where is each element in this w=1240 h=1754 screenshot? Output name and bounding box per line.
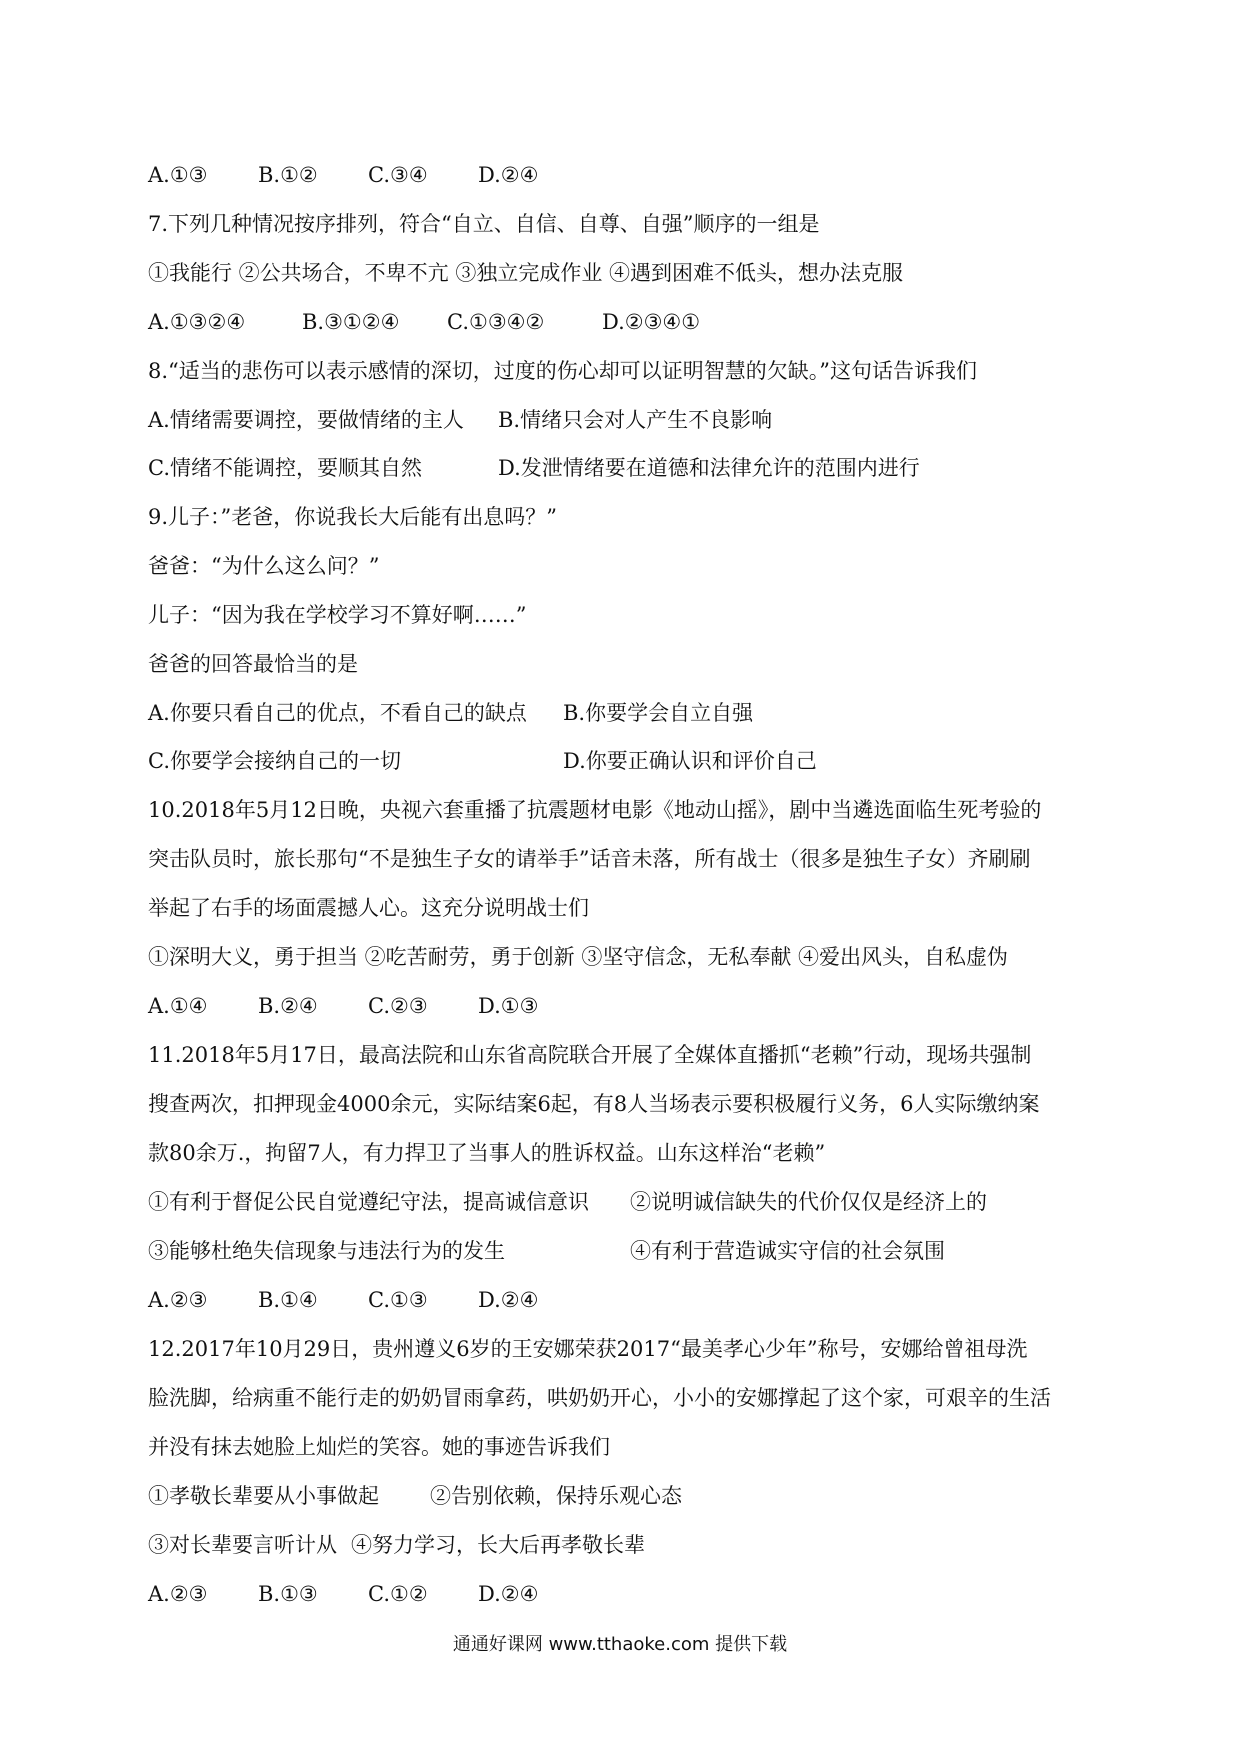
q9-dialog-father: 爸爸：“为什么这么问？” [148, 554, 380, 578]
q11-stem-line-2: 搜查两次，扣押现金4000余元，实际结案6起，有8人当场表示要积极履行义务，6人实际缴纳案 [148, 1092, 1040, 1116]
q9-stem: 9.儿子：”老爸，你说我长大后能有出息吗？” [148, 505, 558, 529]
q8-option-d: D.发泄情绪要在道德和法律允许的范围内进行 [498, 456, 920, 480]
q8-options-row2 [148, 453, 920, 483]
q6-option-d: D.②④ [478, 163, 539, 187]
q9-option-c: C.你要学会接纳自己的一切 [148, 749, 401, 773]
q6-options [148, 160, 538, 190]
q8-stem: 8.“适当的悲伤可以表示感情的深切，过度的伤心却可以证明智慧的欠缺。”这句话告诉我们 [148, 359, 978, 383]
q9-option-a: A.你要只看自己的优点，不看自己的缺点 [148, 701, 527, 725]
q11-item-3: ③能够杜绝失信现象与违法行为的发生 [148, 1239, 505, 1263]
q7-option-c: C.①③④② [447, 310, 545, 334]
q9-option-d: D.你要正确认识和评价自己 [563, 749, 817, 773]
q11-stem-line-3: 款80余万.，拘留7人，有力捍卫了当事人的胜诉权益。山东这样治“老赖” [148, 1141, 826, 1165]
q9-options-row2 [148, 746, 817, 776]
q7-options [148, 307, 700, 337]
q7-option-d: D.②③④① [602, 310, 701, 334]
q10-stem-line-2: 突击队员时，旅长那句“不是独生子女的请举手”话音未落，所有战士（很多是独生子女）齐刷刷 [148, 847, 1031, 871]
q11-stem-line-1: 11.2018年5月17日，最高法院和山东省高院联合开展了全媒体直播抓“老赖”行动，现场共强制 [148, 1043, 1032, 1067]
q12-item-1: ①孝敬长辈要从小事做起 [148, 1484, 379, 1508]
q8-option-c: C.情绪不能调控，要顺其自然 [148, 456, 422, 480]
q11-items-row2 [148, 1236, 945, 1266]
q10-options [148, 991, 538, 1021]
q8-option-b: B.情绪只会对人产生不良影响 [498, 408, 773, 432]
q11-items-row1 [148, 1187, 987, 1217]
q8-option-a: A.情绪需要调控，要做情绪的主人 [148, 408, 464, 432]
q11-item-4: ④有利于营造诚实守信的社会氛围 [630, 1239, 945, 1263]
q12-option-a: A.②③ [148, 1582, 208, 1606]
q12-option-d: D.②④ [478, 1582, 539, 1606]
q12-option-c: C.①② [368, 1582, 428, 1606]
page-footer: 通通好课网 www.tthaoke.com 提供下载 [452, 1634, 788, 1655]
q12-items-row2 [148, 1530, 645, 1560]
q10-option-c: C.②③ [368, 994, 428, 1018]
q6-option-a: A.①③ [148, 163, 208, 187]
q11-option-d: D.②④ [478, 1288, 539, 1312]
q12-stem-line-3: 并没有抹去她脸上灿烂的笑容。她的事迹告诉我们 [148, 1435, 610, 1459]
q12-items-row1 [148, 1481, 682, 1511]
q6-option-b: B.①② [258, 163, 318, 187]
q10-stem-line-3: 举起了右手的场面震撼人心。这充分说明战士们 [148, 896, 589, 920]
q9-options-row1 [148, 698, 753, 728]
q11-item-1: ①有利于督促公民自觉遵纪守法，提高诚信意识 [148, 1190, 589, 1214]
q7-option-b: B.③①②④ [302, 310, 400, 334]
q12-item-3: ③对长辈要言听计从 [148, 1533, 337, 1557]
q12-stem-line-2: 脸洗脚，给病重不能行走的奶奶冒雨拿药，哄奶奶开心，小小的安娜撑起了这个家，可艰辛的生活 [148, 1386, 1051, 1410]
q12-item-4: ④努力学习，长大后再孝敬长辈 [351, 1533, 645, 1557]
q11-options [148, 1285, 538, 1315]
q7-items: ①我能行 ②公共场合，不卑不亢 ③独立完成作业 ④遇到困难不低头，想办法克服 [148, 261, 904, 285]
q11-option-c: C.①③ [368, 1288, 428, 1312]
q12-item-2: ②告别依赖，保持乐观心态 [430, 1484, 682, 1508]
q10-option-a: A.①④ [148, 994, 208, 1018]
q8-options-row1 [148, 405, 772, 435]
q10-option-d: D.①③ [478, 994, 539, 1018]
q10-stem-line-1: 10.2018年5月12日晚，央视六套重播了抗震题材电影《地动山摇》，剧中当遴选面临生死考验的 [148, 798, 1042, 822]
q9-question: 爸爸的回答最恰当的是 [148, 652, 358, 676]
q7-option-a: A.①③②④ [148, 310, 246, 334]
q10-items: ①深明大义，勇于担当 ②吃苦耐劳，勇于创新 ③坚守信念，无私奉献 ④爱出风头，自私虚伪 [148, 945, 1009, 969]
q11-option-a: A.②③ [148, 1288, 208, 1312]
q9-dialog-son: 儿子：“因为我在学校学习不算好啊……” [148, 603, 527, 627]
q9-option-b: B.你要学会自立自强 [563, 701, 754, 725]
q12-options [148, 1579, 538, 1609]
q11-item-2: ②说明诚信缺失的代价仅仅是经济上的 [630, 1190, 987, 1214]
q10-option-b: B.②④ [258, 994, 318, 1018]
q12-option-b: B.①③ [258, 1582, 318, 1606]
q6-option-c: C.③④ [368, 163, 428, 187]
q7-stem: 7.下列几种情况按序排列，符合“自立、自信、自尊、自强”顺序的一组是 [148, 212, 820, 236]
q12-stem-line-1: 12.2017年10月29日，贵州遵义6岁的王安娜荣获2017“最美孝心少年”称号，安娜给曾祖母洗 [148, 1337, 1028, 1361]
q11-option-b: B.①④ [258, 1288, 318, 1312]
